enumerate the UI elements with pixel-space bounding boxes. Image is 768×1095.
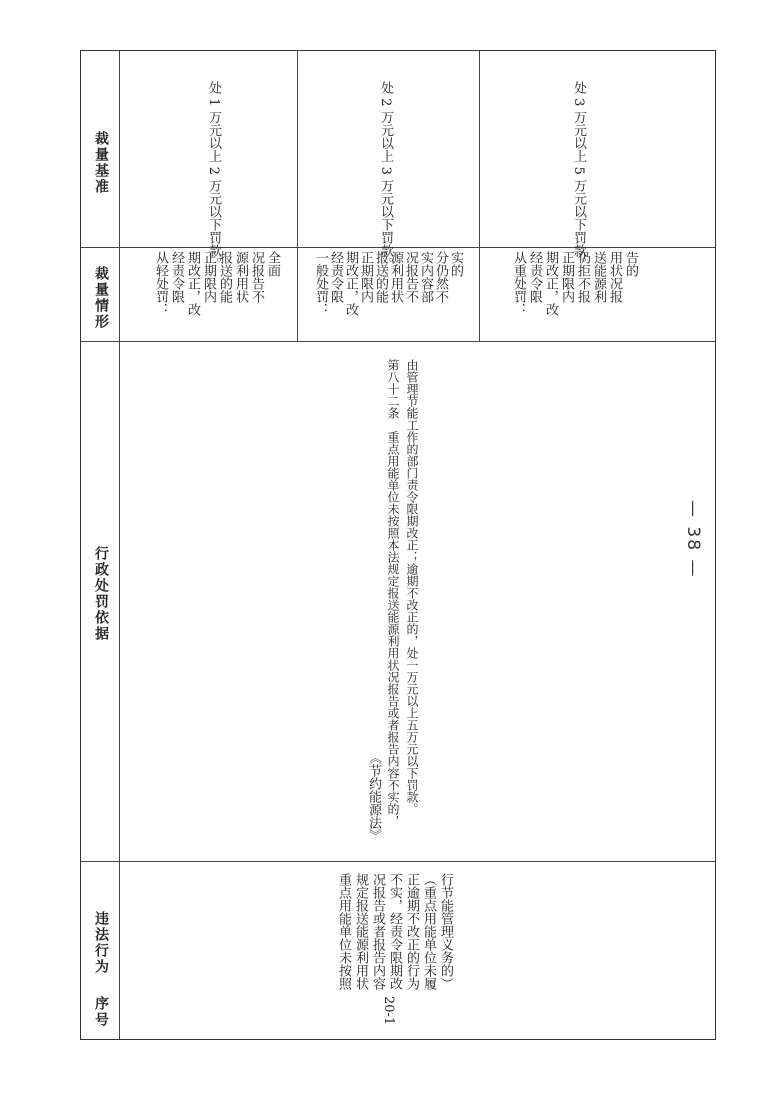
divider-basis-circumstance [81,341,715,342]
circumstance-line: 分仍然不 [433,251,448,303]
circumstance-line: 经责令限 [328,251,343,303]
violation-line: 况报告或者报告内容 [370,873,385,990]
circumstance-line: 用状况报 [607,251,622,303]
circumstance-line: 正期限内 [358,251,373,303]
level-3-standard: 处 3 万元以上 5 万元以下罚款。 [571,81,586,271]
violation-line: 正逾期不改正的行为 [404,873,419,990]
basis-article: 第八十二条 重点用能单位未按照本法规定报送能源利用状况报告或者报告内容不实的， [386,359,400,827]
page-number: — 38 — [683,500,703,579]
circumstance-line: 实内容部 [418,251,433,303]
divider-level-2 [479,51,480,341]
header-seq: 序号 [93,996,109,1028]
seq-value: 20-1 [381,996,396,1026]
violation-line: 行节能管理义务的） [438,873,453,990]
circumstance-line: 告的 [623,251,638,277]
penalty-table [80,50,716,1040]
circumstance-line: 全面 [265,251,280,277]
circumstance-line: 报送的能 [217,251,232,303]
circumstance-line: 从轻处罚： [153,251,168,316]
basis-law-title: 《节约能源法》 [366,751,381,842]
divider-violation-basis [81,247,715,248]
circumstance-line: 经责令限 [169,251,184,303]
circumstance-line: 从重处罚： [511,251,526,316]
header-circumstance: 裁量情形 [93,266,109,330]
circumstance-line: 正期限内 [559,251,574,303]
circumstance-line: 报送的能 [373,251,388,303]
header-divider [119,51,120,1039]
violation-line: 规定报送能源利用状 [353,873,368,990]
circumstance-line: 源利用状 [388,251,403,303]
circumstance-line: 期改正，改 [185,251,200,316]
basis-penalty: 由管理节能工作的部门责令限期改正；逾期不改正的，处一万元以上五万元以下罚款。 [405,359,419,815]
header-violation: 违法行为 [93,911,109,975]
circumstance-line: 况报告不 [403,251,418,303]
level-1-standard: 处 1 万元以上 2 万元以下罚款。 [206,81,221,271]
circumstance-line: 源利用状 [233,251,248,303]
circumstance-line: 经责令限 [527,251,542,303]
divider-seq-violation [81,861,715,862]
circumstance-line: 况报告不 [249,251,264,303]
violation-line: 不实，经责令限期改 [387,873,402,990]
circumstance-line: 期改正，改 [343,251,358,316]
circumstance-line: 实的 [448,251,463,277]
header-standard: 裁量基准 [93,131,109,195]
circumstance-line: 期改正，改 [543,251,558,316]
circumstance-line: 仍拒不报 [575,251,590,303]
level-2-standard: 处 2 万元以上 3 万元以下罚款。 [378,81,393,271]
circumstance-line: 一般处罚： [313,251,328,316]
circumstance-line: 正期限内 [201,251,216,303]
violation-line: 重点用能单位未按照 [336,873,351,990]
header-basis: 行政处罚依据 [93,546,109,642]
circumstance-line: 送能源利 [591,251,606,303]
divider-level-1 [297,51,298,341]
violation-line: （重点用能单位未履 [421,873,436,990]
